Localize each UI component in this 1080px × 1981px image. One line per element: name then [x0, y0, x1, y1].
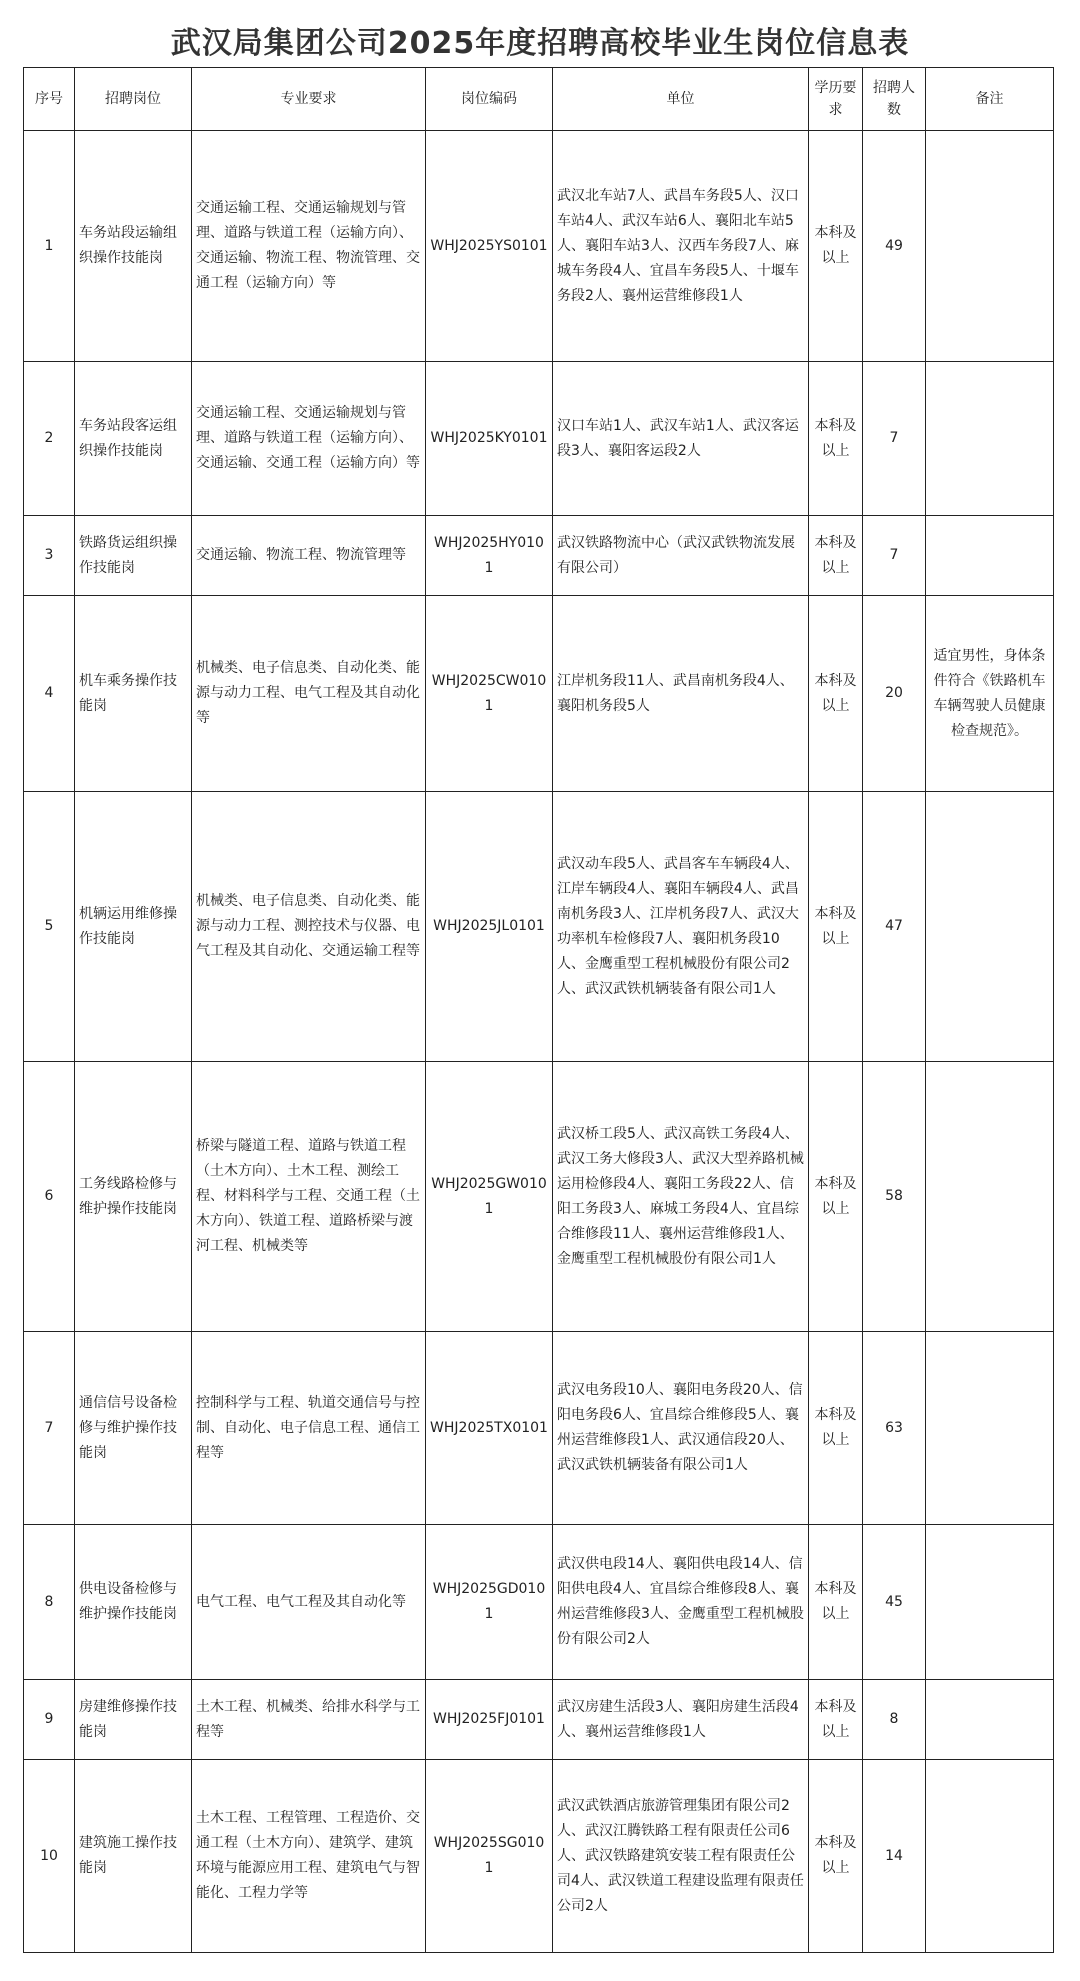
cell-note	[926, 1062, 1054, 1332]
cell-edu: 本科及以上	[809, 131, 863, 362]
cell-post: 车务站段运输组织操作技能岗	[75, 131, 192, 362]
cell-count: 49	[863, 131, 926, 362]
cell-note	[926, 1525, 1054, 1680]
cell-code: WHJ2025HY0101	[426, 516, 553, 596]
cell-note	[926, 1332, 1054, 1525]
cell-note	[926, 131, 1054, 362]
cell-seq: 8	[24, 1525, 75, 1680]
table-row	[24, 1525, 1054, 1680]
cell-seq: 5	[24, 792, 75, 1062]
cell-note: 适宜男性，身体条件符合《铁路机车车辆驾驶人员健康检查规范》。	[926, 596, 1054, 792]
header-seq: 序号	[24, 68, 75, 131]
cell-post: 机车乘务操作技能岗	[75, 596, 192, 792]
cell-count: 20	[863, 596, 926, 792]
cell-code: WHJ2025FJ0101	[426, 1680, 553, 1760]
cell-note	[926, 792, 1054, 1062]
cell-edu: 本科及以上	[809, 1680, 863, 1760]
cell-unit: 武汉桥工段5人、武汉高铁工务段4人、武汉工务大修段3人、武汉大型养路机械运用检修段4人、襄阳工务段22人、信阳工务段3人、麻城工务段4人、宜昌综合维修段11人、襄州运营维修段1人、金鹰重型工程机械股份有限公司1人	[553, 1062, 809, 1332]
cell-edu: 本科及以上	[809, 1525, 863, 1680]
cell-major: 电气工程、电气工程及其自动化等	[192, 1525, 426, 1680]
cell-post: 机辆运用维修操作技能岗	[75, 792, 192, 1062]
cell-edu: 本科及以上	[809, 1760, 863, 1953]
cell-code: WHJ2025TX0101	[426, 1332, 553, 1525]
cell-note	[926, 362, 1054, 516]
cell-major: 机械类、电子信息类、自动化类、能源与动力工程、测控技术与仪器、电气工程及其自动化、交通运输工程等	[192, 792, 426, 1062]
cell-count: 45	[863, 1525, 926, 1680]
table-row	[24, 1760, 1054, 1953]
cell-major: 土木工程、机械类、给排水科学与工程等	[192, 1680, 426, 1760]
header-edu: 学历要求	[809, 68, 863, 131]
header-count: 招聘人数	[863, 68, 926, 131]
header-row	[24, 68, 1054, 131]
cell-seq: 1	[24, 131, 75, 362]
table-row	[24, 1680, 1054, 1760]
recruitment-table	[23, 67, 1054, 1953]
cell-seq: 7	[24, 1332, 75, 1525]
cell-seq: 6	[24, 1062, 75, 1332]
cell-seq: 2	[24, 362, 75, 516]
table-row	[24, 1332, 1054, 1525]
cell-major: 交通运输、物流工程、物流管理等	[192, 516, 426, 596]
cell-unit: 汉口车站1人、武汉车站1人、武汉客运段3人、襄阳客运段2人	[553, 362, 809, 516]
cell-major: 交通运输工程、交通运输规划与管理、道路与铁道工程（运输方向）、交通运输、物流工程、物流管理、交通工程（运输方向）等	[192, 131, 426, 362]
cell-count: 7	[863, 516, 926, 596]
cell-code: WHJ2025YS0101	[426, 131, 553, 362]
header-major: 专业要求	[192, 68, 426, 131]
cell-unit: 武汉铁路物流中心（武汉武铁物流发展有限公司）	[553, 516, 809, 596]
cell-major: 机械类、电子信息类、自动化类、能源与动力工程、电气工程及其自动化等	[192, 596, 426, 792]
cell-edu: 本科及以上	[809, 1062, 863, 1332]
cell-major: 交通运输工程、交通运输规划与管理、道路与铁道工程（运输方向）、交通运输、交通工程（运输方向）等	[192, 362, 426, 516]
cell-major: 控制科学与工程、轨道交通信号与控制、自动化、电子信息工程、通信工程等	[192, 1332, 426, 1525]
cell-unit: 武汉武铁酒店旅游管理集团有限公司2人、武汉江腾铁路工程有限责任公司6人、武汉铁路建筑安装工程有限责任公司4人、武汉铁道工程建设监理有限责任公司2人	[553, 1760, 809, 1953]
cell-post: 通信信号设备检修与维护操作技能岗	[75, 1332, 192, 1525]
cell-count: 63	[863, 1332, 926, 1525]
cell-unit: 武汉供电段14人、襄阳供电段14人、信阳供电段4人、宜昌综合维修段8人、襄州运营维修段3人、金鹰重型工程机械股份有限公司2人	[553, 1525, 809, 1680]
cell-post: 房建维修操作技能岗	[75, 1680, 192, 1760]
header-unit: 单位	[553, 68, 809, 131]
cell-unit: 武汉电务段10人、襄阳电务段20人、信阳电务段6人、宜昌综合维修段5人、襄州运营维修段1人、武汉通信段20人、武汉武铁机辆装备有限公司1人	[553, 1332, 809, 1525]
cell-code: WHJ2025KY0101	[426, 362, 553, 516]
table-row	[24, 362, 1054, 516]
cell-edu: 本科及以上	[809, 596, 863, 792]
cell-count: 14	[863, 1760, 926, 1953]
table-row	[24, 596, 1054, 792]
cell-post: 铁路货运组织操作技能岗	[75, 516, 192, 596]
table-row	[24, 131, 1054, 362]
cell-code: WHJ2025SG0101	[426, 1760, 553, 1953]
cell-note	[926, 1680, 1054, 1760]
table-row	[24, 792, 1054, 1062]
cell-seq: 10	[24, 1760, 75, 1953]
cell-count: 7	[863, 362, 926, 516]
cell-code: WHJ2025GD0101	[426, 1525, 553, 1680]
cell-edu: 本科及以上	[809, 362, 863, 516]
cell-note	[926, 1760, 1054, 1953]
cell-code: WHJ2025CW0101	[426, 596, 553, 792]
header-code: 岗位编码	[426, 68, 553, 131]
table-row	[24, 1062, 1054, 1332]
cell-unit: 武汉动车段5人、武昌客车车辆段4人、江岸车辆段4人、襄阳车辆段4人、武昌南机务段3人、江岸机务段7人、武汉大功率机车检修段7人、襄阳机务段10人、金鹰重型工程机械股份有限公司2人、武汉武铁机辆装备有限公司1人	[553, 792, 809, 1062]
cell-unit: 江岸机务段11人、武昌南机务段4人、襄阳机务段5人	[553, 596, 809, 792]
cell-edu: 本科及以上	[809, 1332, 863, 1525]
cell-unit: 武汉北车站7人、武昌车务段5人、汉口车站4人、武汉车站6人、襄阳北车站5人、襄阳车站3人、汉西车务段7人、麻城车务段4人、宜昌车务段5人、十堰车务段2人、襄州运营维修段1人	[553, 131, 809, 362]
cell-code: WHJ2025JL0101	[426, 792, 553, 1062]
cell-post: 供电设备检修与维护操作技能岗	[75, 1525, 192, 1680]
cell-post: 工务线路检修与维护操作技能岗	[75, 1062, 192, 1332]
cell-unit: 武汉房建生活段3人、襄阳房建生活段4人、襄州运营维修段1人	[553, 1680, 809, 1760]
table-row	[24, 516, 1054, 596]
cell-seq: 4	[24, 596, 75, 792]
cell-count: 58	[863, 1062, 926, 1332]
cell-code: WHJ2025GW0101	[426, 1062, 553, 1332]
cell-note	[926, 516, 1054, 596]
cell-major: 桥梁与隧道工程、道路与铁道工程（土木方向）、土木工程、测绘工程、材料科学与工程、交通工程（土木方向）、铁道工程、道路桥梁与渡河工程、机械类等	[192, 1062, 426, 1332]
cell-edu: 本科及以上	[809, 516, 863, 596]
header-post: 招聘岗位	[75, 68, 192, 131]
cell-count: 8	[863, 1680, 926, 1760]
cell-count: 47	[863, 792, 926, 1062]
cell-edu: 本科及以上	[809, 792, 863, 1062]
page-title: 武汉局集团公司2025年度招聘高校毕业生岗位信息表	[170, 26, 910, 61]
header-note: 备注	[926, 68, 1054, 131]
cell-post: 车务站段客运组织操作技能岗	[75, 362, 192, 516]
cell-seq: 9	[24, 1680, 75, 1760]
cell-seq: 3	[24, 516, 75, 596]
cell-major: 土木工程、工程管理、工程造价、交通工程（土木方向）、建筑学、建筑环境与能源应用工程、建筑电气与智能化、工程力学等	[192, 1760, 426, 1953]
cell-post: 建筑施工操作技能岗	[75, 1760, 192, 1953]
